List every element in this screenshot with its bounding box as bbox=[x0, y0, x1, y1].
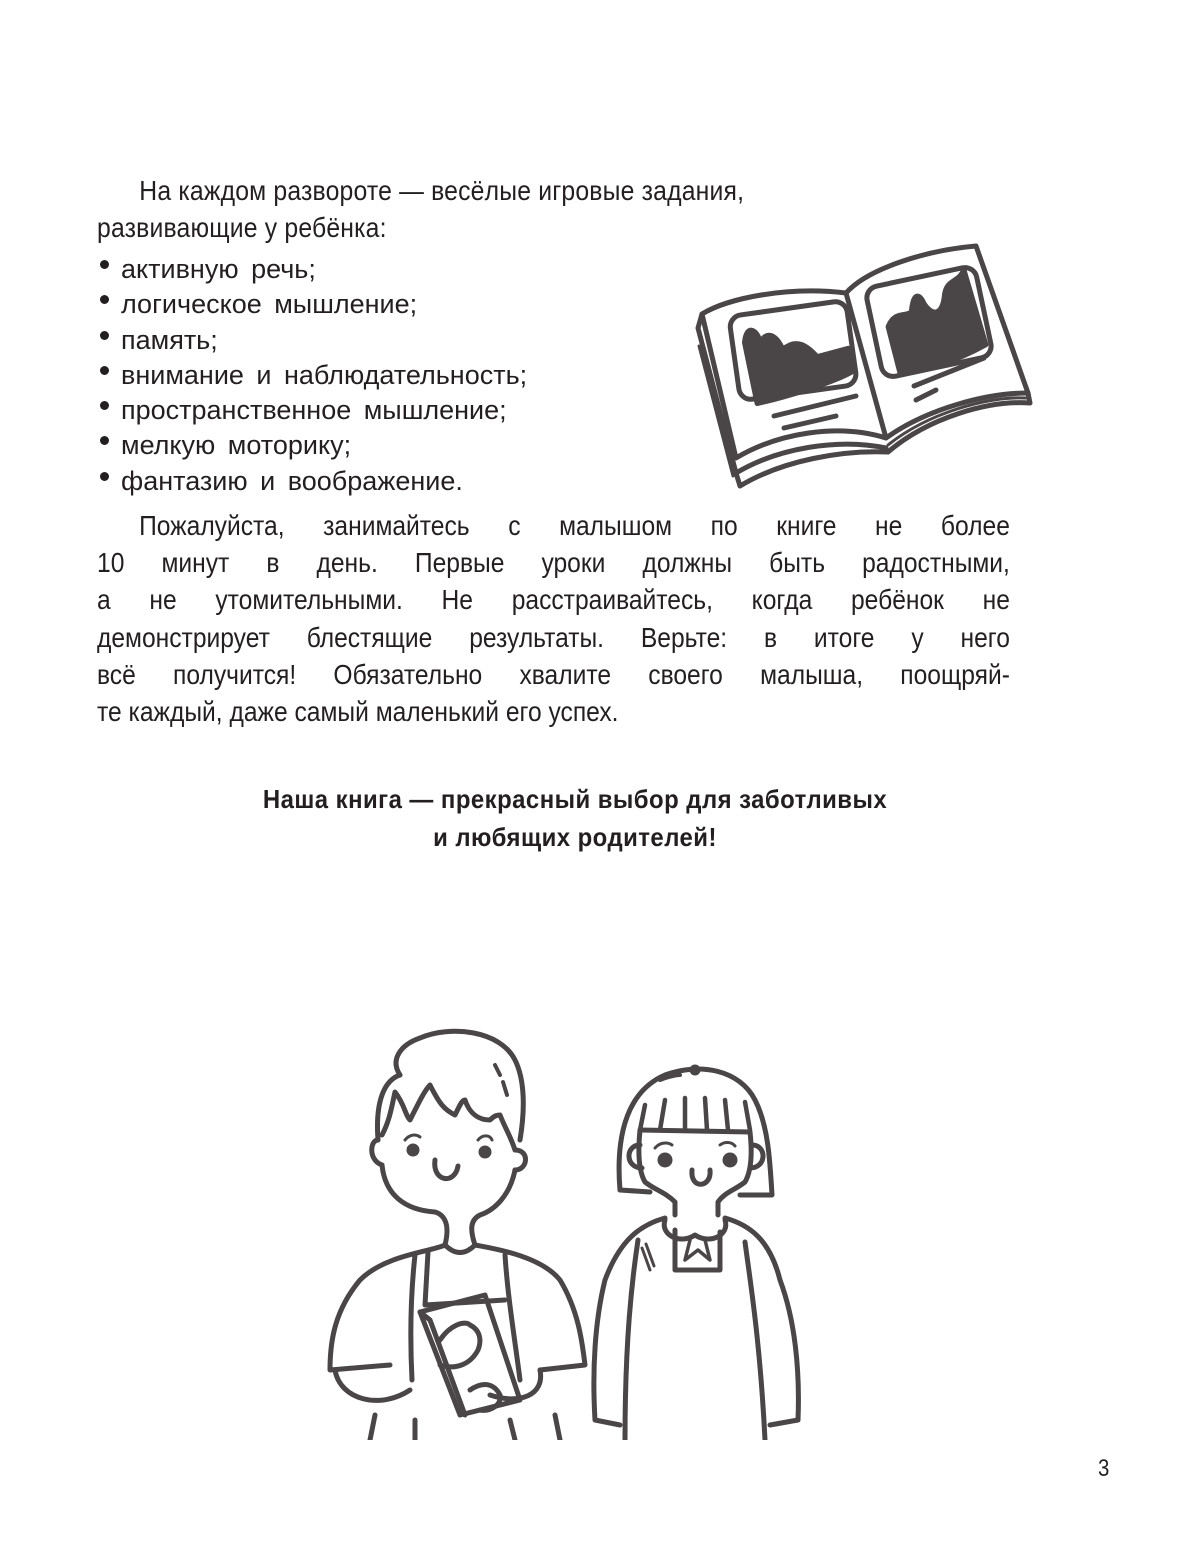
bullet-icon bbox=[100, 331, 109, 340]
intro-line-1: На каждом развороте — весёлые игровые задания, bbox=[139, 175, 745, 206]
boy-icon bbox=[330, 1031, 585, 1440]
skill-item bbox=[100, 428, 527, 463]
advice-line: те каждый, даже самый маленький его успех. bbox=[97, 696, 619, 728]
skill-label: фантазию и воображение. bbox=[121, 465, 463, 496]
slogan bbox=[0, 780, 1150, 856]
skill-label: логическое мышление; bbox=[121, 289, 418, 320]
slogan-line-2: и любящих родителей! bbox=[433, 822, 717, 852]
bullet-icon bbox=[100, 295, 109, 304]
skill-item bbox=[100, 358, 527, 393]
girl-icon bbox=[594, 1067, 799, 1440]
advice-line: а не утомительными. Не расстраивайтесь, когда ребёнок не bbox=[97, 584, 1010, 616]
intro-text bbox=[97, 172, 835, 246]
advice-line: 10 минут в день. Первые уроки должны быть радостными, bbox=[97, 547, 1010, 579]
bullet-icon bbox=[100, 472, 109, 481]
slogan-line-1: Наша книга — прекрасный выбор для заботливых bbox=[262, 784, 888, 814]
advice-line: Пожалуйста, занимайтесь с малышом по книге не более bbox=[139, 510, 1010, 541]
skill-item bbox=[100, 464, 527, 499]
skill-label: внимание и наблюдательность; bbox=[121, 359, 528, 390]
skill-item bbox=[100, 287, 527, 322]
open-book-icon bbox=[688, 238, 1033, 493]
intro-line-2: развивающие у ребёнка: bbox=[97, 212, 387, 243]
skill-label: пространственное мышление; bbox=[121, 395, 507, 426]
bullet-icon bbox=[100, 436, 109, 445]
page-number: 3 bbox=[1098, 1455, 1110, 1482]
skill-label: память; bbox=[121, 324, 218, 355]
skill-label: активную речь; bbox=[121, 254, 316, 284]
skill-item bbox=[100, 252, 527, 287]
bullet-icon bbox=[100, 260, 109, 269]
skills-list bbox=[100, 252, 527, 499]
advice-paragraph bbox=[97, 507, 1010, 730]
advice-line: демонстрирует блестящие результаты. Верьте: в итоге у него bbox=[97, 621, 1010, 653]
advice-line: всё получится! Обязательно хвалите своего малыша, поощряй- bbox=[97, 658, 1010, 690]
skill-item bbox=[100, 393, 527, 428]
skill-label: мелкую моторику; bbox=[121, 430, 352, 461]
skill-item bbox=[100, 323, 527, 358]
bullet-icon bbox=[100, 366, 109, 375]
kids-illustration bbox=[320, 1020, 860, 1440]
bullet-icon bbox=[100, 401, 109, 410]
